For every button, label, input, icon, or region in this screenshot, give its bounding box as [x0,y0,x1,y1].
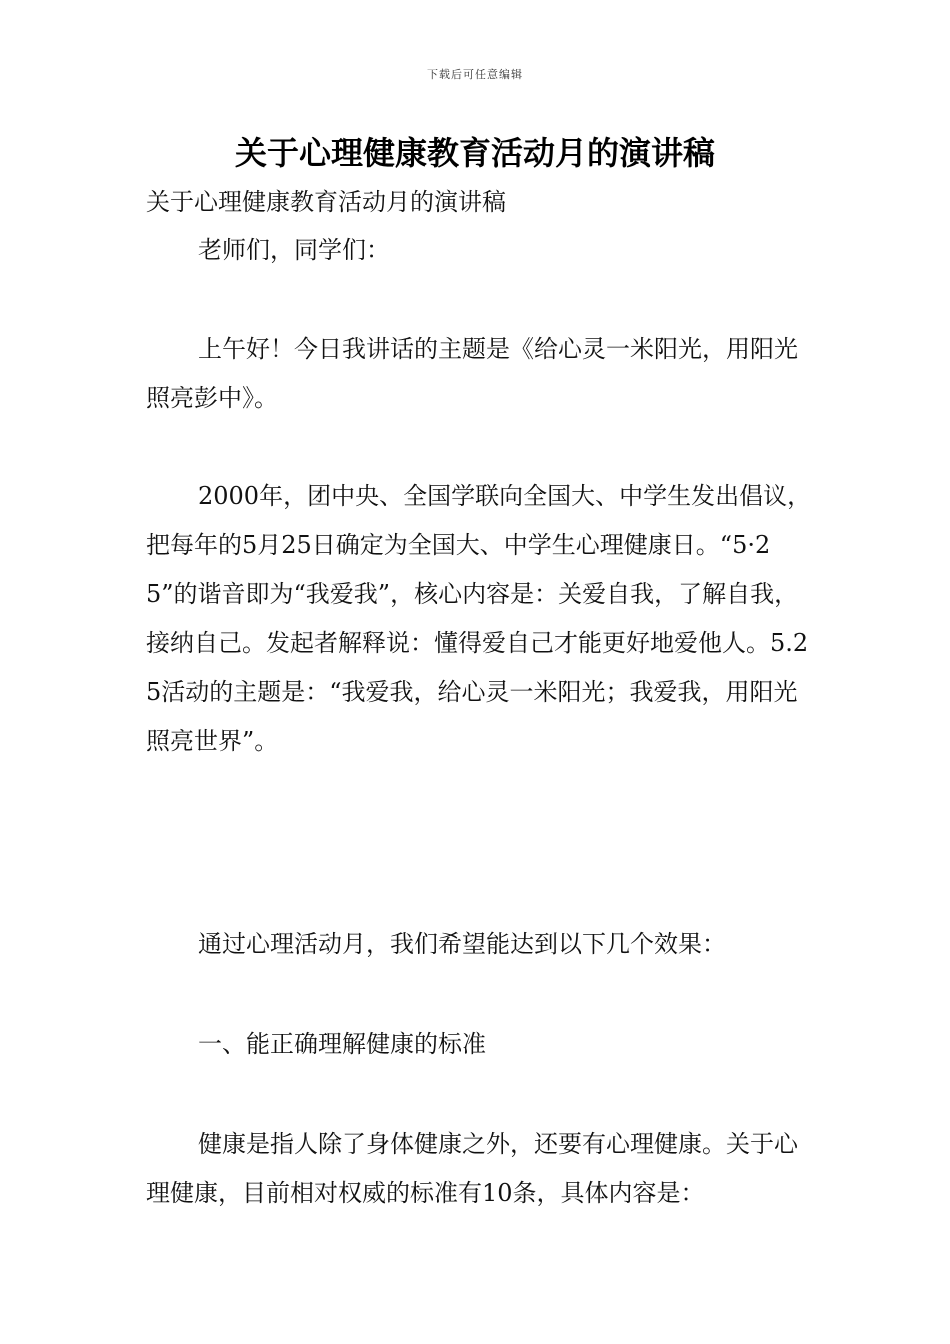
paragraph: 上午好！今日我讲话的主题是《给心灵一米阳光，用阳光照亮彭中》。 [146,335,798,412]
paragraph: 通过心理活动月，我们希望能达到以下几个效果： [198,930,726,958]
paragraph: 健康是指人除了身体健康之外，还要有心理健康。关于心理健康，目前相对权威的标准有10条，具体内容是： [146,1130,798,1207]
document-subtitle: 关于心理健康教育活动月的演讲稿 [146,188,506,216]
paragraph: 2000年，团中央、全国学联向全国大、中学生发出倡议，把每年的5月25日确定为全国大、中学生心理健康日。“5·25”的谐音即为“我爱我”，核心内容是：关爱自我，了解自我，接纳自己。发起者解释说：懂得爱自己才能更好地爱他人。5.25活动的主题是：“我爱我，给心灵一米阳光；我爱我，用阳光照亮世界”。 [146,482,812,755]
section-heading: 一、能正确理解健康的标准 [198,1030,486,1058]
header-note: 下载后可任意编辑 [427,68,523,81]
greeting: 老师们，同学们： [198,236,390,264]
document-title: 关于心理健康教育活动月的演讲稿 [234,134,715,172]
